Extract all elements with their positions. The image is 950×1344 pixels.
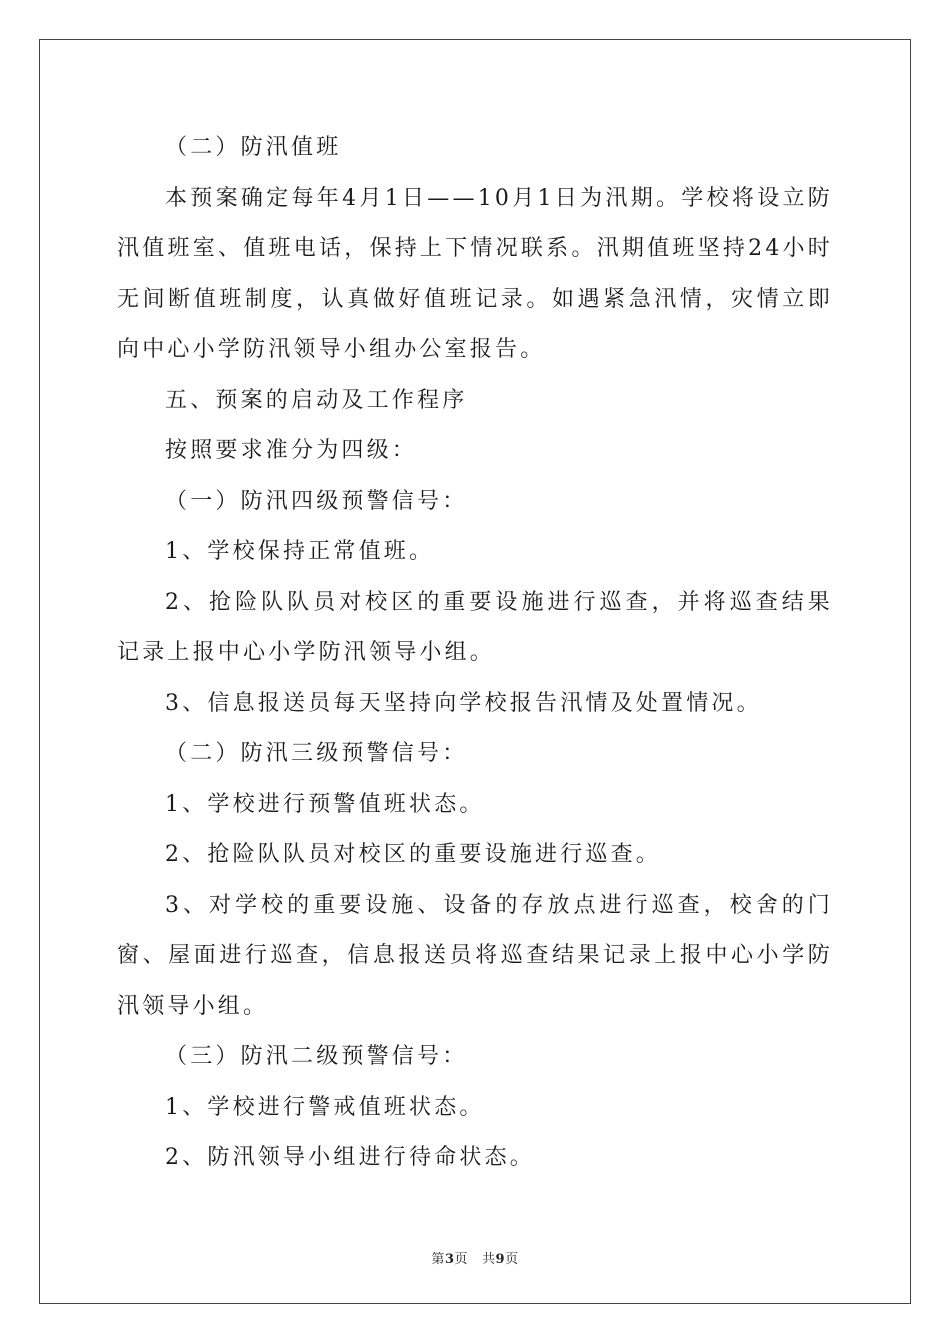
list-item: 2、抢险队队员对校区的重要设施进行巡查。	[165, 842, 661, 867]
subheading-level-three: （二）防汛三级预警信号：	[165, 741, 468, 766]
list-item: 2、防汛领导小组进行待命状态。	[165, 1145, 535, 1170]
page-footer	[0, 1248, 950, 1267]
page-suffix: 页	[454, 1252, 468, 1267]
subheading-level-two: （三）防汛二级预警信号：	[165, 1044, 468, 1069]
list-item: 1、学校进行预警值班状态。	[165, 791, 485, 817]
list-item: 1、学校保持正常值班。	[165, 539, 435, 564]
section-heading-procedure: 五、预案的启动及工作程序	[165, 387, 468, 413]
subheading-level-four: （一）防汛四级预警信号：	[165, 488, 468, 514]
list-item: 3、信息报送员每天坚持向学校报告汛情及处置情况。	[165, 690, 762, 716]
total-pages: 9	[495, 1252, 506, 1267]
section-heading-duty: （二）防汛值班	[165, 135, 342, 160]
total-prefix: 共	[482, 1252, 496, 1267]
body-paragraph: 按照要求准分为四级：	[165, 438, 418, 463]
body-paragraph: 本预案确定每年4月1日——10月1日为汛期。学校将设立防汛值班室、值班电话，保持上下情况联系。汛期值班坚持24小时无间断值班制度，认真做好值班记录。如遇紧急汛情，灾情立即向中心小学防汛领导小组办公室报告。	[117, 185, 833, 362]
document-body	[117, 123, 833, 1184]
page-number: 3	[444, 1252, 455, 1267]
list-item: 3、对学校的重要设施、设备的存放点进行巡查，校舍的门窗、屋面进行巡查，信息报送员将巡查结果记录上报中心小学防汛领导小组。	[117, 892, 833, 1019]
list-item: 2、抢险队队员对校区的重要设施进行巡查，并将巡查结果记录上报中心小学防汛领导小组。	[117, 589, 833, 665]
total-suffix: 页	[505, 1252, 519, 1267]
page-prefix: 第	[431, 1252, 445, 1267]
list-item: 1、学校进行警戒值班状态。	[165, 1094, 485, 1120]
